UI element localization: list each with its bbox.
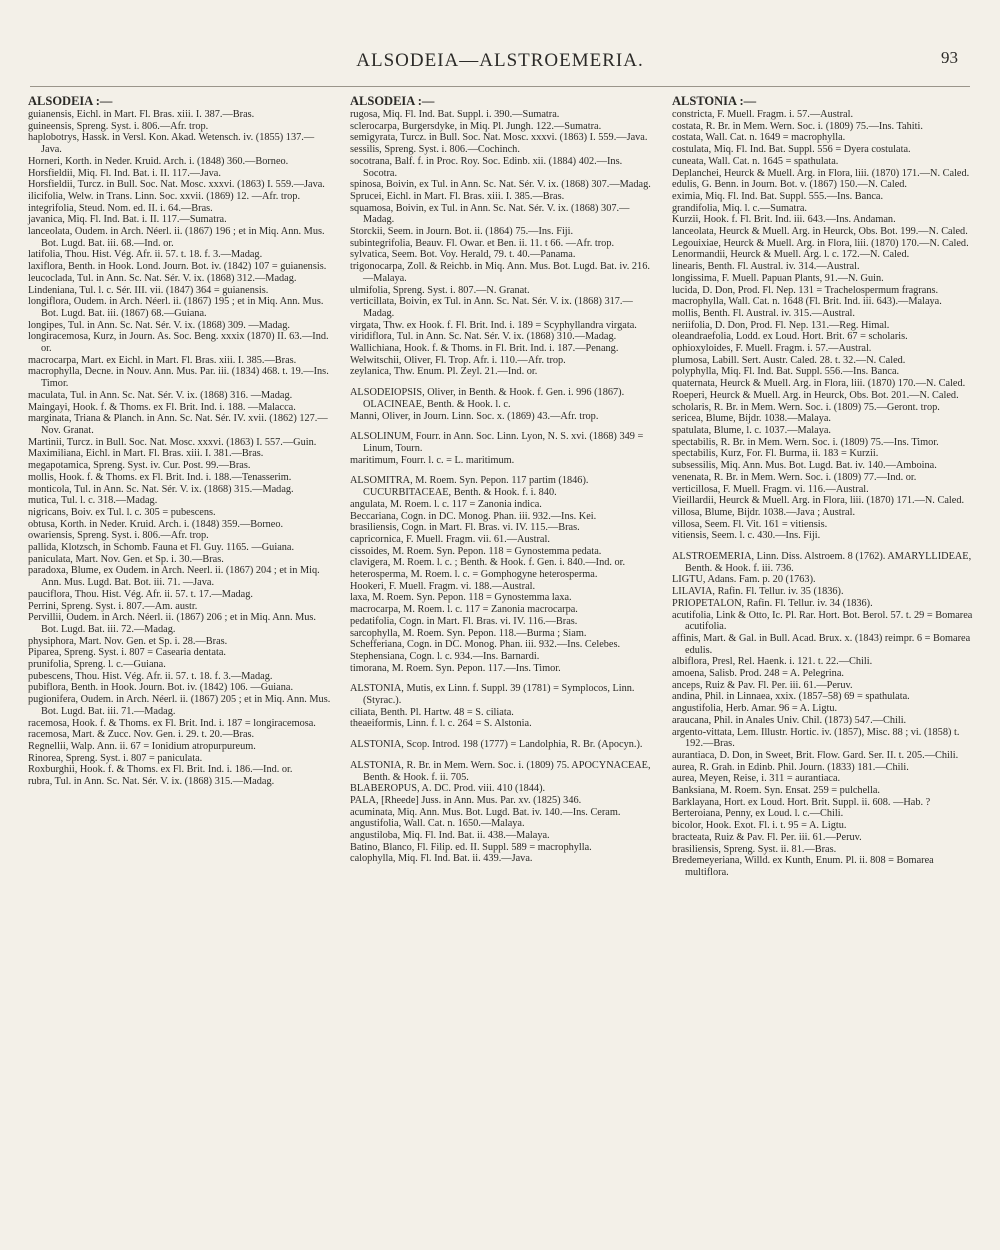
species-entry: longipes, Tul. in Ann. Sc. Nat. Sér. V. ix. (1868) 309. —Madag. bbox=[28, 319, 290, 331]
species-entry: Horsfieldii, Miq. Fl. Ind. Bat. i. II. 117.—Java. bbox=[28, 167, 221, 179]
species-entry: haplobotrys, Hassk. in Versl. Kon. Akad. Wetensch. iv. (1855) 137.—Java. bbox=[28, 132, 315, 156]
species-entry: aurantiaca, D. Don, in Sweet, Brit. Flow. Gard. Ser. II. t. 205.—Chili. bbox=[672, 749, 959, 761]
species-entry: Horneri, Korth. in Neder. Kruid. Arch. i. (1848) 360.—Borneo. bbox=[28, 155, 289, 167]
genus-heading: ALSTONIA :— bbox=[672, 94, 757, 108]
species-entry: laxa, M. Roem. Syn. Pepon. 118 = Gynostemma laxa. bbox=[350, 592, 572, 604]
species-entry: angustiloba, Miq. Fl. Ind. Bat. ii. 438.—Malaya. bbox=[350, 830, 550, 842]
species-entry: guineensis, Spreng. Syst. i. 806.—Afr. trop. bbox=[28, 120, 209, 132]
species-entry: lanceolata, Heurck & Muell. Arg. in Heurck, Obs. Bot. 199.—N. Caled. bbox=[672, 226, 968, 238]
species-entry: pauciflora, Thou. Hist. Vég. Afr. ii. 57. t. 17.—Madag. bbox=[28, 588, 253, 600]
species-entry: Bredemeyeriana, Willd. ex Kunth, Enum. Pl. ii. 808 = Bomarea multiflora. bbox=[672, 855, 934, 878]
species-entry: verticillosa, F. Muell. Fragm. vi. 116.—Austral. bbox=[672, 483, 869, 495]
species-entry: Stephensiana, Cogn. l. c. 934.—Ins. Barnardi. bbox=[350, 650, 540, 662]
species-entry: sclerocarpa, Burgersdyke, in Miq. Pl. Jungh. 122.—Sumatra. bbox=[350, 120, 602, 132]
species-entry: villosa, Seem. Fl. Vit. 161 = vitiensis. bbox=[672, 518, 828, 530]
species-entry: mutica, Tul. l. c. 318.—Madag. bbox=[28, 495, 158, 507]
species-entry: Sprucei, Eichl. in Mart. Fl. Bras. xiii. I. 385.—Bras. bbox=[350, 190, 565, 202]
species-entry: virgata, Thw. ex Hook. f. Fl. Brit. Ind. i. 189 = Scyphyllandra virgata. bbox=[350, 319, 637, 331]
species-entry: lucida, D. Don, Prod. Fl. Nep. 131 = Trachelospermum fragrans. bbox=[672, 284, 939, 296]
species-entry: verticillata, Boivin, ex Tul. in Ann. Sc. Nat. Sér. V. ix. (1868) 317.—Madag. bbox=[350, 296, 633, 319]
species-entry: neriifolia, D. Don, Prod. Fl. Nep. 131.—Reg. Himal. bbox=[672, 319, 890, 331]
species-entry: racemosa, Mart. & Zucc. Nov. Gen. i. 29. t. 20.—Bras. bbox=[28, 729, 255, 741]
species-entry: spectabilis, R. Br. in Mem. Wern. Soc. i. (1809) 75.—Ins. Timor. bbox=[672, 436, 939, 448]
species-entry: bracteata, Ruiz & Pav. Fl. Per. iii. 61.—Peruv. bbox=[672, 831, 862, 843]
species-entry: sarcophylla, M. Roem. Syn. Pepon. 118.—Burma ; Siam. bbox=[350, 627, 587, 639]
species-entry: ilicifolia, Welw. in Trans. Linn. Soc. xxvii. (1869) 12. —Afr. trop. bbox=[28, 190, 301, 202]
species-entry: racemosa, Hook. f. & Thoms. ex Fl. Brit. Ind. i. 187 = longiracemosa. bbox=[28, 717, 316, 729]
species-entry: Batino, Blanco, Fl. Filip. ed. II. Suppl. 589 = macrophylla. bbox=[350, 841, 592, 853]
species-entry: semigyrata, Turcz. in Bull. Soc. Nat. Mosc. xxxvi. (1863) I. 559.—Java. bbox=[350, 132, 648, 144]
species-entry: megapotamica, Spreng. Syst. iv. Cur. Post. 99.—Bras. bbox=[28, 460, 251, 472]
species-entry: maculata, Tul. in Ann. Sc. Nat. Sér. V. ix. (1868) 316. —Madag. bbox=[28, 389, 293, 401]
species-entry: Banksiana, M. Roem. Syn. Ensat. 259 = pulchella. bbox=[672, 785, 880, 797]
species-entry: longissima, F. Muell. Papuan Plants, 91.—N. Guin. bbox=[672, 272, 884, 284]
species-entry: araucana, Phil. in Anales Univ. Chil. (1873) 547.—Chili. bbox=[672, 714, 907, 726]
species-entry: macrophylla, Wall. Cat. n. 1648 (Fl. Brit. Ind. iii. 643).—Malaya. bbox=[672, 296, 942, 308]
species-entry: plumosa, Labill. Sert. Austr. Caled. 28. t. 32.—N. Caled. bbox=[672, 354, 906, 366]
species-entry: Lindeniana, Tul. l. c. Sér. III. vii. (1847) 364 = guianensis. bbox=[28, 284, 269, 296]
species-entry: latifolia, Thou. Hist. Vég. Afr. ii. 57. t. 18. f. 3.—Madag. bbox=[28, 249, 263, 261]
species-entry: laxiflora, Benth. in Hook. Lond. Journ. Bot. iv. (1842) 107 = guianensis. bbox=[28, 261, 327, 273]
species-entry: brasiliensis, Spreng. Syst. ii. 81.—Bras. bbox=[672, 843, 837, 855]
species-entry: cuneata, Wall. Cat. n. 1645 = spathulata. bbox=[672, 155, 839, 167]
species-entry: Roeperi, Heurck & Muell. Arg. in Heurck, Obs. Bot. 201.—N. Caled. bbox=[672, 389, 959, 401]
species-entry: sericea, Blume, Bijdr. 1038.—Malaya. bbox=[672, 413, 831, 425]
species-entry: acutifolia, Link & Otto, Ic. Pl. Rar. Hort. Bot. Berol. 57. t. 29 = Bomarea acutifolia. bbox=[672, 609, 973, 633]
species-entry: pedatifolia, Cogn. in Mart. Fl. Bras. vi. IV. 116.—Bras. bbox=[350, 615, 578, 627]
running-title: ALSODEIA—ALSTROEMERIA. bbox=[356, 50, 644, 71]
species-entry: Welwitschii, Oliver, Fl. Trop. Afr. i. 110.—Afr. trop. bbox=[350, 354, 566, 366]
species-entry: timorana, M. Roem. Syn. Pepon. 117.—Ins. Timor. bbox=[350, 662, 561, 674]
species-entry: Regnellii, Walp. Ann. ii. 67 = Ionidium atropurpureum. bbox=[28, 740, 256, 752]
species-entry: marginata, Triana & Planch. in Ann. Sc. Nat. Sér. IV. xvii. (1862) 127.—Nov. Granat. bbox=[28, 413, 328, 436]
species-entry: Lenormandii, Heurck & Muell. Arg. l. c. 172.—N. Caled. bbox=[672, 249, 910, 261]
species-entry: BLABEROPUS, A. DC. Prod. viii. 410 (1844). bbox=[350, 783, 546, 795]
species-entry: albiflora, Presl, Rel. Haenk. i. 121. t. 22.—Chili. bbox=[672, 656, 873, 668]
species-entry: pallida, Klotzsch, in Schomb. Fauna et Fl. Guy. 1165. —Guiana. bbox=[28, 542, 295, 554]
species-entry: bicolor, Hook. Exot. Fl. i. t. 95 = A. Ligtu. bbox=[672, 820, 847, 832]
species-entry: constricta, F. Muell. Fragm. i. 57.—Austral. bbox=[672, 109, 854, 120]
species-entry: costata, Wall. Cat. n. 1649 = macrophylla. bbox=[672, 132, 846, 144]
species-entry: spatulata, Blume, l. c. 1037.—Malaya. bbox=[672, 424, 831, 436]
species-entry: clavigera, M. Roem. l. c. ; Benth. & Hook. f. Gen. i. 840.—Ind. or. bbox=[350, 557, 626, 569]
species-entry: Hookeri, F. Muell. Fragm. vi. 188.—Austral. bbox=[350, 580, 536, 592]
species-entry: ophioxyloides, F. Muell. Fragm. i. 57.—Austral. bbox=[672, 343, 872, 355]
species-entry: Piparea, Spreng. Syst. i. 807 = Casearia dentata. bbox=[28, 647, 226, 659]
species-entry: oleandraefolia, Lodd. ex Loud. Hort. Brit. 67 = scholaris. bbox=[672, 331, 908, 343]
header-rule bbox=[30, 86, 970, 87]
species-entry: rugosa, Miq. Fl. Ind. Bat. Suppl. i. 390.—Sumatra. bbox=[350, 109, 560, 120]
species-entry: ciliata, Benth. Pl. Hartw. 48 = S. ciliata. bbox=[350, 706, 514, 718]
page-number: 93 bbox=[941, 48, 958, 67]
species-entry: viridiflora, Tul. in Ann. Sc. Nat. Sér. V. ix. (1868) 310.—Madag. bbox=[350, 331, 617, 343]
species-entry: angulata, M. Roem. l. c. 117 = Zanonia indica. bbox=[350, 498, 542, 510]
genus-entry: ALSODEIOPSIS, Oliver, in Benth. & Hook. f. Gen. i. 996 (1867). OLACINEAE, Benth. & Hook. l. c. bbox=[350, 387, 625, 410]
species-entry: obtusa, Korth. in Neder. Kruid. Arch. i. (1848) 359.—Borneo. bbox=[28, 518, 284, 530]
species-entry: Perrini, Spreng. Syst. i. 807.—Am. austr. bbox=[28, 600, 198, 612]
genus-entry: ALSOLINUM, Fourr. in Ann. Soc. Linn. Lyon, N. S. xvi. (1868) 349 = Linum, Tourn. bbox=[350, 431, 644, 454]
species-entry: Storckii, Seem. in Journ. Bot. ii. (1864) 75.—Ins. Fiji. bbox=[350, 226, 574, 238]
species-entry: Deplanchei, Heurck & Muell. Arg. in Flora, liii. (1870) 171.—N. Caled. bbox=[672, 167, 970, 179]
species-entry: nigricans, Boiv. ex Tul. l. c. 305 = pubescens. bbox=[28, 506, 216, 518]
species-entry: prunifolia, Spreng. l. c.—Guiana. bbox=[28, 659, 166, 671]
species-entry: LIGTU, Adans. Fam. p. 20 (1763). bbox=[672, 574, 816, 586]
species-entry: LILAVIA, Rafin. Fl. Tellur. iv. 35 (1836). bbox=[672, 586, 844, 598]
species-entry: longiracemosa, Kurz, in Journ. As. Soc. Beng. xxxix (1870) II. 63.—Ind. or. bbox=[28, 331, 329, 355]
species-entry: macrophylla, Decne. in Nouv. Ann. Mus. Par. iii. (1834) 468. t. 19.—Ins. Timor. bbox=[28, 366, 329, 390]
text-columns bbox=[28, 94, 976, 879]
species-entry: sessilis, Spreng. Syst. i. 806.—Cochinch. bbox=[350, 144, 520, 156]
species-entry: javanica, Miq. Fl. Ind. Bat. i. II. 117.—Sumatra. bbox=[28, 214, 227, 226]
species-entry: rubra, Tul. in Ann. Sc. Nat. Sér. V. ix. (1868) 315.—Madag. bbox=[28, 776, 275, 788]
species-entry: angustifolia, Herb. Amar. 96 = A. Ligtu. bbox=[672, 703, 838, 715]
species-entry: theaeiformis, Linn. f. l. c. 264 = S. Alstonia. bbox=[350, 718, 532, 730]
species-entry: angustifolia, Wall. Cat. n. 1650.—Malaya. bbox=[350, 818, 525, 830]
species-entry: paradoxa, Blume, ex Oudem. in Arch. Neerl. ii. (1867) 204 ; et in Miq. Ann. Mus. Lugd. Bat. Bot. iii. 71. —Java. bbox=[28, 565, 320, 589]
species-entry: andina, Phil. in Linnaea, xxix. (1857–58) 69 = spathulata. bbox=[672, 691, 910, 703]
species-entry: Wallichiana, Hook. f. & Thoms. in Fl. Brit. Ind. i. 187.—Penang. bbox=[350, 343, 619, 355]
genus-entry: ALSTONIA, Scop. Introd. 198 (1777) = Landolphia, R. Br. (Apocyn.). bbox=[350, 739, 643, 751]
species-entry: Maximiliana, Eichl. in Mart. Fl. Bras. xiii. I. 381.—Bras. bbox=[28, 448, 264, 460]
species-entry: physiphora, Mart. Nov. Gen. et Sp. i. 28.—Bras. bbox=[28, 635, 228, 647]
genus-heading: ALSODEIA :— bbox=[350, 94, 435, 108]
species-entry: aurea, R. Grah. in Edinb. Phil. Journ. (1833) 181.—Chili. bbox=[672, 761, 909, 773]
species-entry: Martinii, Turcz. in Bull. Soc. Nat. Mosc. xxxvi. (1863) I. 557.—Guin. bbox=[28, 436, 317, 448]
species-entry: eximia, Miq. Fl. Ind. Bat. Suppl. 555.—Ins. Banca. bbox=[672, 190, 884, 202]
species-entry: Vieillardii, Heurck & Muell. Arg. in Flora, liii. (1870) 171.—N. Caled. bbox=[672, 495, 965, 507]
species-entry: socotrana, Balf. f. in Proc. Roy. Soc. Edinb. xii. (1884) 402.—Ins. Socotra. bbox=[350, 155, 623, 179]
species-entry: villosa, Blume, Bijdr. 1038.—Java ; Austral. bbox=[672, 506, 856, 518]
species-entry: macrocarpa, M. Roem. l. c. 117 = Zanonia macrocarpa. bbox=[350, 604, 578, 616]
species-entry: mollis, Benth. Fl. Austral. iv. 315.—Austral. bbox=[672, 307, 855, 319]
genus-entry: ALSTROEMERIA, Linn. Diss. Alstroem. 8 (1762). AMARYLLIDEAE, Benth. & Hook. f. iii. 736. bbox=[672, 551, 972, 574]
middle-column bbox=[350, 94, 654, 879]
species-entry: leucoclada, Tul. in Ann. Sc. Nat. Sér. V. ix. (1868) 312.—Madag. bbox=[28, 272, 297, 284]
species-entry: monticola, Tul. in Ann. Sc. Nat. Sér. V. ix. (1868) 315.—Madag. bbox=[28, 483, 294, 495]
species-entry: squamosa, Boivin, ex Tul. in Ann. Sc. Nat. Sér. V. ix. (1868) 307.—Madag. bbox=[350, 202, 630, 226]
species-entry: brasiliensis, Cogn. in Mart. Fl. Bras. vi. IV. 115.—Bras. bbox=[350, 522, 580, 534]
species-entry: Kurzii, Hook. f. Fl. Brit. Ind. iii. 643.—Ins. Andaman. bbox=[672, 214, 896, 226]
species-entry: PRIOPETALON, Rafin. Fl. Tellur. iv. 34 (1836). bbox=[672, 597, 873, 609]
species-entry: subsessilis, Miq. Ann. Mus. Bot. Lugd. Bat. iv. 140.—Amboina. bbox=[672, 460, 937, 472]
species-entry: edulis, G. Benn. in Journ. Bot. v. (1867) 150.—N. Caled. bbox=[672, 179, 907, 191]
species-entry: Legouixiae, Heurck & Muell. Arg. in Flora, liii. (1870) 170.—N. Caled. bbox=[672, 237, 969, 249]
species-entry: linearis, Benth. Fl. Austral. iv. 314.—Austral. bbox=[672, 261, 860, 273]
right-column bbox=[672, 94, 976, 879]
species-entry: spinosa, Boivin, ex Tul. in Ann. Sc. Nat. Sér. V. ix. (1868) 307.—Madag. bbox=[350, 179, 651, 191]
species-entry: Rinorea, Spreng. Syst. i. 807 = paniculata. bbox=[28, 752, 203, 764]
species-entry: Barklayana, Hort. ex Loud. Hort. Brit. Suppl. ii. 608. —Hab. ? bbox=[672, 796, 931, 808]
species-entry: venenata, R. Br. in Mem. Wern. Soc. i. (1809) 77.—Ind. or. bbox=[672, 471, 917, 483]
genus-heading: ALSODEIA :— bbox=[28, 94, 113, 108]
species-entry: cissoides, M. Roem. Syn. Pepon. 118 = Gynostemma pedata. bbox=[350, 545, 602, 557]
species-entry: maritimum, Fourr. l. c. = L. maritimum. bbox=[350, 454, 515, 466]
species-entry: paniculata, Mart. Nov. Gen. et Sp. i. 30.—Bras. bbox=[28, 553, 224, 565]
genus-entry: ALSOMITRA, M. Roem. Syn. Pepon. 117 partim (1846). CUCURBITACEAE, Benth. & Hook. f. i. 840. bbox=[350, 475, 589, 499]
species-entry: scholaris, R. Br. in Mem. Wern. Soc. i. (1809) 75.—Geront. trop. bbox=[672, 401, 940, 413]
species-entry: Beccariana, Cogn. in DC. Monog. Phan. iii. 932.—Ins. Kei. bbox=[350, 510, 597, 522]
species-entry: anceps, Ruiz & Pav. Fl. Per. iii. 61.—Peruv. bbox=[672, 679, 853, 691]
species-entry: guianensis, Eichl. in Mart. Fl. Bras. xiii. I. 387.—Bras. bbox=[28, 109, 255, 120]
species-entry: amoena, Salisb. Prod. 248 = A. Pelegrina. bbox=[672, 668, 844, 680]
species-entry: capricornica, F. Muell. Fragm. vii. 61.—Austral. bbox=[350, 533, 550, 545]
species-entry: longiflora, Oudem. in Arch. Néerl. ii. (1867) 195 ; et in Miq. Ann. Mus. Bot. Lugd. Bat. iii. (1867) 68.—Guiana. bbox=[28, 296, 324, 319]
species-entry: grandifolia, Miq. l. c.—Sumatra. bbox=[672, 202, 807, 214]
species-entry: integrifolia, Steud. Nom. ed. II. i. 64.—Bras. bbox=[28, 202, 213, 214]
species-entry: costulata, Miq. Fl. Ind. Bat. Suppl. 556 = Dyera costulata. bbox=[672, 144, 911, 156]
species-entry: Berteroiana, Penny, ex Loud. l. c.—Chili. bbox=[672, 808, 844, 820]
species-entry: owariensis, Spreng. Syst. i. 806.—Afr. trop. bbox=[28, 530, 209, 542]
species-entry: pubescens, Thou. Hist. Vég. Afr. ii. 57. t. 18. f. 3.—Madag. bbox=[28, 670, 273, 682]
species-entry: macrocarpa, Mart. ex Eichl. in Mart. Fl. Bras. xiii. I. 385.—Bras. bbox=[28, 354, 297, 366]
species-entry: pubiflora, Benth. in Hook. Journ. Bot. iv. (1842) 106. —Guiana. bbox=[28, 682, 294, 694]
species-entry: Manni, Oliver, in Journ. Linn. Soc. x. (1869) 43.—Afr. trop. bbox=[350, 410, 599, 422]
species-entry: acuminata, Miq. Ann. Mus. Bot. Lugd. Bat. iv. 140.—Ins. Ceram. bbox=[350, 806, 621, 818]
species-entry: heterosperma, M. Roem. l. c. = Gomphogyne heterosperma. bbox=[350, 569, 598, 581]
species-entry: trigonocarpa, Zoll. & Reichb. in Miq. Ann. Mus. Bot. Lugd. Bat. iv. 216.—Malaya. bbox=[350, 261, 650, 284]
species-entry: ulmifolia, Spreng. Syst. i. 807.—N. Granat. bbox=[350, 284, 530, 296]
species-entry: Pervillii, Oudem. in Arch. Néerl. ii. (1867) 206 ; et in Miq. Ann. Mus. Bot. Lugd. Bat. iii. 72.—Madag. bbox=[28, 612, 317, 635]
species-entry: argento-vittata, Lem. Illustr. Hortic. iv. (1857), Misc. 88 ; vi. (1858) t. 192.—Bras. bbox=[672, 726, 960, 750]
species-entry: Schefferiana, Cogn. in DC. Monog. Phan. iii. 932.—Ins. Celebes. bbox=[350, 639, 621, 651]
species-entry: pugionifera, Oudem. in Arch. Néerl. ii. (1867) 205 ; et in Miq. Ann. Mus. Bot. Lugd. Bat. iii. 71.—Madag. bbox=[28, 694, 331, 717]
species-entry: PALA, [Rheede] Juss. in Ann. Mus. Par. xv. (1825) 346. bbox=[350, 794, 582, 806]
species-entry: zeylanica, Thw. Enum. Pl. Zeyl. 21.—Ind. or. bbox=[350, 366, 538, 378]
species-entry: calophylla, Miq. Fl. Ind. Bat. ii. 439.—Java. bbox=[350, 853, 533, 865]
species-entry: lanceolata, Oudem. in Arch. Néerl. ii. (1867) 196 ; et in Miq. Ann. Mus. Bot. Lugd. Bat. iii. 68.—Ind. or. bbox=[28, 226, 325, 249]
left-column bbox=[28, 94, 332, 879]
species-entry: aurea, Meyen, Reise, i. 311 = aurantiaca. bbox=[672, 773, 841, 785]
species-entry: spectabilis, Kurz, For. Fl. Burma, ii. 183 = Kurzii. bbox=[672, 448, 879, 460]
species-entry: polyphylla, Miq. Fl. Ind. Bat. Suppl. 556.—Ins. Banca. bbox=[672, 366, 900, 378]
species-entry: Maingayi, Hook. f. & Thoms. ex Fl. Brit. Ind. i. 188. —Malacca. bbox=[28, 401, 296, 413]
species-entry: quaternata, Heurck & Muell. Arg. in Flora, liii. (1870) 170.—N. Caled. bbox=[672, 378, 966, 390]
species-entry: subintegrifolia, Beauv. Fl. Owar. et Ben. ii. 11. t 66. —Afr. trop. bbox=[350, 237, 615, 249]
species-entry: Horsfieldii, Turcz. in Bull. Soc. Nat. Mosc. xxxvi. (1863) I. 559.—Java. bbox=[28, 179, 325, 191]
species-entry: affinis, Mart. & Gal. in Bull. Acad. Brux. x. (1843) reimpr. 6 = Bomarea edulis. bbox=[672, 632, 971, 656]
species-entry: mollis, Hook. f. & Thoms. ex Fl. Brit. Ind. i. 188.—Tenasserim. bbox=[28, 471, 292, 483]
genus-entry: ALSTONIA, R. Br. in Mem. Wern. Soc. i. (1809) 75. APOCYNACEAE, Benth. & Hook. f. ii. 705. bbox=[350, 759, 651, 783]
species-entry: sylvatica, Seem. Bot. Voy. Herald, 79. t. 40.—Panama. bbox=[350, 249, 576, 261]
genus-entry: ALSTONIA, Mutis, ex Linn. f. Suppl. 39 (1781) = Symplocos, Linn. (Styrac.). bbox=[350, 683, 635, 707]
species-entry: vitiensis, Seem. l. c. 430.—Ins. Fiji. bbox=[672, 530, 821, 542]
species-entry: Roxburghii, Hook. f. & Thoms. ex Fl. Brit. Ind. i. 186.—Ind. or. bbox=[28, 764, 293, 776]
species-entry: costata, R. Br. in Mem. Wern. Soc. i. (1809) 75.—Ins. Tahiti. bbox=[672, 120, 923, 132]
